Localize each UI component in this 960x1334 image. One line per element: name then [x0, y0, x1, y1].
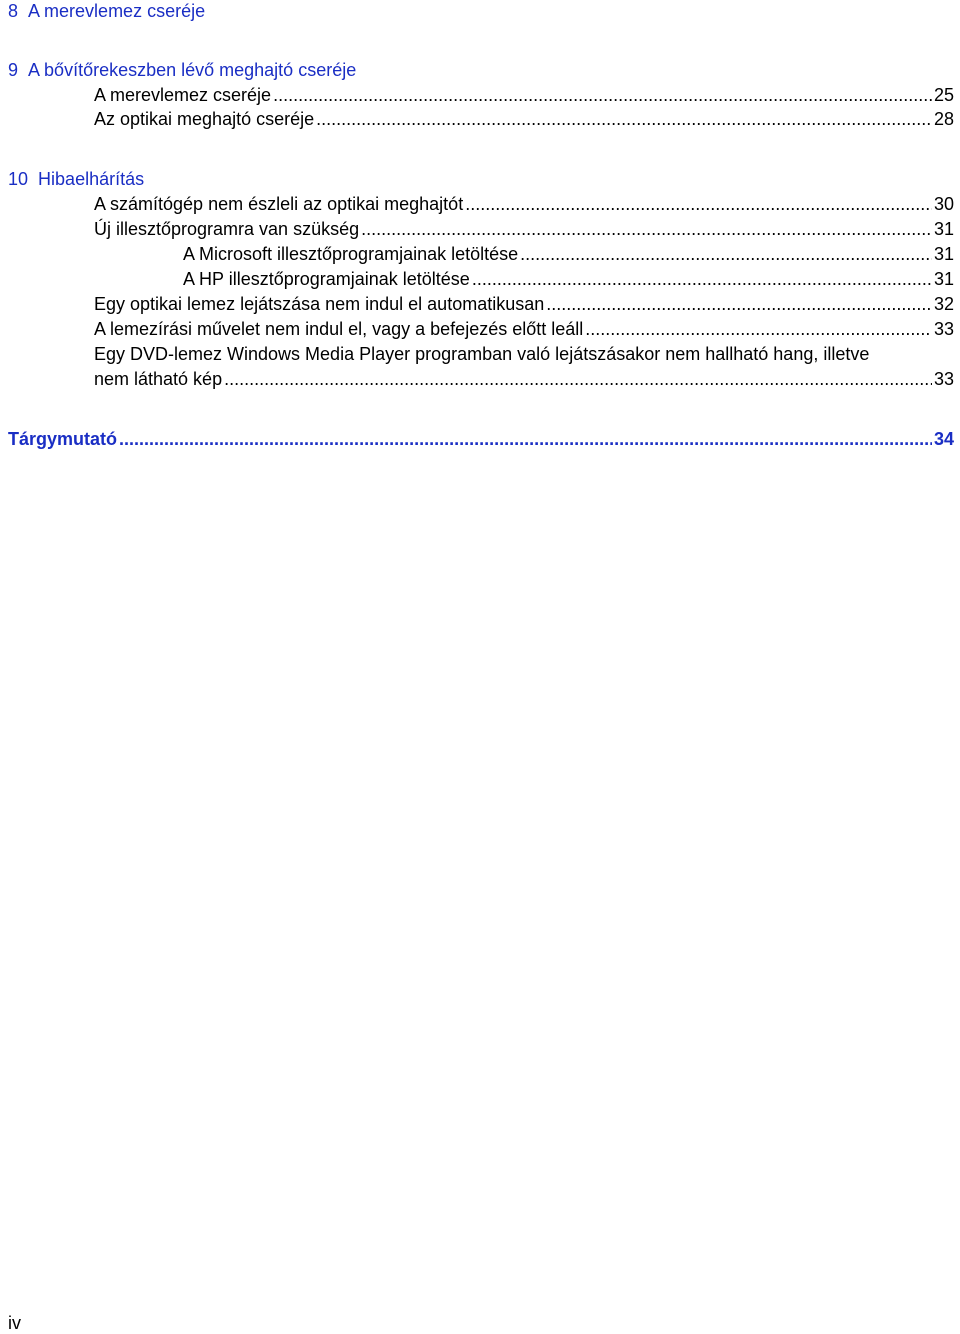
toc-chapter-9[interactable]: [8, 59, 356, 81]
toc-entry-wrapped-line[interactable]: [94, 343, 869, 365]
toc-entry[interactable]: [94, 218, 954, 240]
dot-leader: [316, 108, 932, 130]
toc-entry-title: A HP illesztőprogramjainak letöltése: [183, 269, 470, 289]
toc-entry-title: A merevlemez cseréje: [94, 85, 272, 105]
toc-entry-page: 31: [933, 219, 954, 239]
chapter-number: 9: [8, 60, 19, 80]
toc-entry-title: A Microsoft illesztőprogramjainak letöltése: [183, 244, 519, 264]
dot-leader: [585, 318, 932, 340]
toc-entry[interactable]: [94, 84, 954, 106]
dot-leader: [465, 193, 932, 215]
dot-leader: [361, 218, 932, 240]
toc-entry-title: Tárgymutató: [8, 429, 118, 449]
toc-entry-page: 31: [933, 244, 954, 264]
toc-entry-title-line1: Egy DVD-lemez Windows Media Player programban való lejátszásakor nem hallható hang, illetve: [94, 344, 870, 364]
toc-subentry[interactable]: [183, 243, 954, 265]
chapter-title: A merevlemez cseréje: [28, 1, 206, 21]
toc-entry[interactable]: [94, 368, 954, 390]
toc-entry-title: nem látható kép: [94, 369, 223, 389]
toc-entry-page: 34: [933, 429, 954, 449]
toc-entry[interactable]: [94, 108, 954, 130]
toc-entry-page: 33: [933, 319, 954, 339]
toc-chapter-10[interactable]: [8, 168, 144, 190]
toc-entry-title: Új illesztőprogramra van szükség: [94, 219, 360, 239]
toc-entry-page: 30: [933, 194, 954, 214]
chapter-title: A bővítőrekeszben lévő meghajtó cseréje: [28, 60, 357, 80]
dot-leader: [273, 84, 932, 106]
page-number: iv: [8, 1313, 21, 1333]
dot-leader: [520, 243, 932, 265]
dot-leader: [224, 368, 932, 390]
toc-subentry[interactable]: [183, 268, 954, 290]
toc-entry-page: 32: [933, 294, 954, 314]
toc-index-entry[interactable]: [8, 428, 954, 450]
toc-entry[interactable]: [94, 293, 954, 315]
toc-entry-page: 28: [933, 109, 954, 129]
chapter-number: 10: [8, 169, 29, 189]
dot-leader: [119, 428, 932, 450]
dot-leader: [472, 268, 932, 290]
toc-entry-page: 33: [933, 369, 954, 389]
toc-entry-title: A számítógép nem észleli az optikai meghajtót: [94, 194, 464, 214]
chapter-title: Hibaelhárítás: [38, 169, 145, 189]
toc-entry-title: Egy optikai lemez lejátszása nem indul el automatikusan: [94, 294, 545, 314]
toc-entry[interactable]: [94, 318, 954, 340]
dot-leader: [546, 293, 932, 315]
toc-entry-title: A lemezírási művelet nem indul el, vagy a befejezés előtt leáll: [94, 319, 584, 339]
toc-entry-title: Az optikai meghajtó cseréje: [94, 109, 315, 129]
chapter-number: 8: [8, 1, 19, 21]
toc-chapter-8[interactable]: [8, 0, 205, 22]
toc-entry[interactable]: [94, 193, 954, 215]
toc-entry-page: 25: [933, 85, 954, 105]
toc-entry-page: 31: [933, 269, 954, 289]
